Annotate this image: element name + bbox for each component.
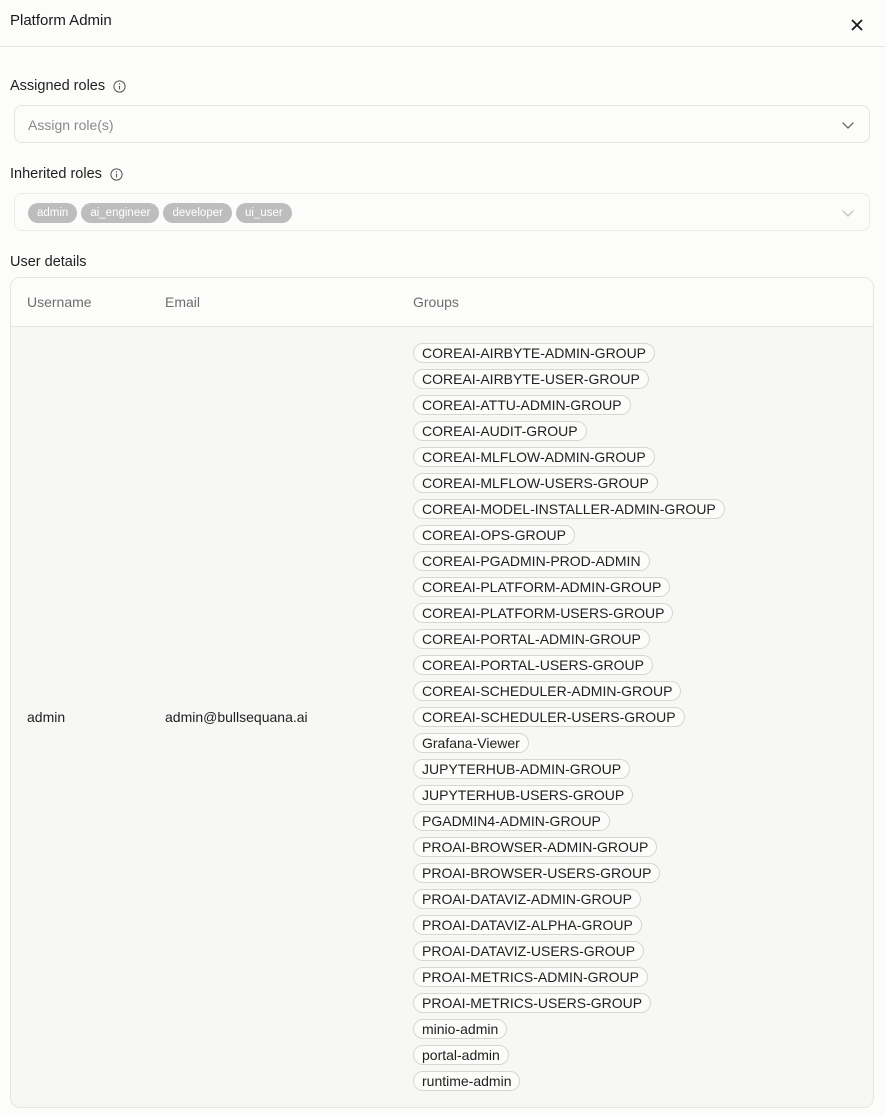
group-chip: COREAI-SCHEDULER-ADMIN-GROUP (413, 681, 681, 701)
group-chip: PROAI-DATAVIZ-ADMIN-GROUP (413, 889, 641, 909)
inherited-roles-label: Inherited roles (10, 166, 102, 182)
group-chip: COREAI-AIRBYTE-ADMIN-GROUP (413, 343, 655, 363)
column-header-groups[interactable]: Groups (413, 294, 459, 310)
group-chip: COREAI-PORTAL-ADMIN-GROUP (413, 629, 650, 649)
assigned-roles-label-row (10, 78, 126, 94)
group-chip: portal-admin (413, 1045, 509, 1065)
group-chip: COREAI-PGADMIN-PROD-ADMIN (413, 551, 650, 571)
group-chip: PROAI-METRICS-ADMIN-GROUP (413, 967, 648, 987)
assigned-roles-label: Assigned roles (10, 78, 106, 94)
group-chip: JUPYTERHUB-ADMIN-GROUP (413, 759, 630, 779)
role-chip: developer (163, 203, 232, 223)
user-details-table (10, 277, 874, 1108)
group-chip: COREAI-MLFLOW-USERS-GROUP (413, 473, 658, 493)
group-chip: COREAI-PLATFORM-ADMIN-GROUP (413, 577, 670, 597)
group-chip: COREAI-ATTU-ADMIN-GROUP (413, 395, 631, 415)
assign-roles-placeholder: Assign role(s) (28, 117, 114, 133)
group-chip: JUPYTERHUB-USERS-GROUP (413, 785, 633, 805)
group-chip: COREAI-MODEL-INSTALLER-ADMIN-GROUP (413, 499, 725, 519)
group-chip: PGADMIN4-ADMIN-GROUP (413, 811, 610, 831)
group-chip: COREAI-PORTAL-USERS-GROUP (413, 655, 653, 675)
assign-roles-select[interactable] (14, 105, 870, 143)
username-cell: admin (27, 709, 66, 725)
groups-cell (413, 343, 853, 1097)
group-chip: COREAI-AUDIT-GROUP (413, 421, 587, 441)
inherited-roles-label-row (10, 166, 123, 182)
email-cell: admin@bullsequana.ai (165, 709, 308, 725)
role-chip: ui_user (236, 203, 292, 223)
group-chip: COREAI-OPS-GROUP (413, 525, 575, 545)
group-chip: runtime-admin (413, 1071, 520, 1091)
group-chip: PROAI-BROWSER-USERS-GROUP (413, 863, 660, 883)
column-header-username[interactable]: Username (27, 294, 92, 310)
chevron-down-icon (841, 118, 855, 132)
group-chip: Grafana-Viewer (413, 733, 529, 753)
group-chip: COREAI-PLATFORM-USERS-GROUP (413, 603, 673, 623)
group-chip: COREAI-MLFLOW-ADMIN-GROUP (413, 447, 655, 467)
group-chip: COREAI-AIRBYTE-USER-GROUP (413, 369, 649, 389)
table-header (11, 278, 874, 327)
dialog-header (0, 0, 885, 47)
inherited-role-chips (28, 203, 292, 223)
role-chip: ai_engineer (81, 203, 159, 223)
group-chip: PROAI-DATAVIZ-ALPHA-GROUP (413, 915, 642, 935)
user-details-label (10, 254, 87, 270)
info-icon[interactable] (110, 168, 123, 181)
info-icon[interactable] (113, 80, 126, 93)
chevron-down-icon (841, 206, 855, 220)
inherited-roles-select (14, 193, 870, 231)
close-icon (851, 19, 863, 31)
close-button[interactable] (846, 14, 868, 36)
dialog-title: Platform Admin (10, 12, 112, 29)
group-chip: COREAI-SCHEDULER-USERS-GROUP (413, 707, 685, 727)
group-chip: PROAI-METRICS-USERS-GROUP (413, 993, 651, 1013)
group-chip: PROAI-DATAVIZ-USERS-GROUP (413, 941, 644, 961)
user-details-title: User details (10, 254, 87, 270)
group-chip: minio-admin (413, 1019, 507, 1039)
group-chip: PROAI-BROWSER-ADMIN-GROUP (413, 837, 657, 857)
column-header-email[interactable]: Email (165, 294, 201, 310)
role-chip: admin (28, 203, 77, 223)
